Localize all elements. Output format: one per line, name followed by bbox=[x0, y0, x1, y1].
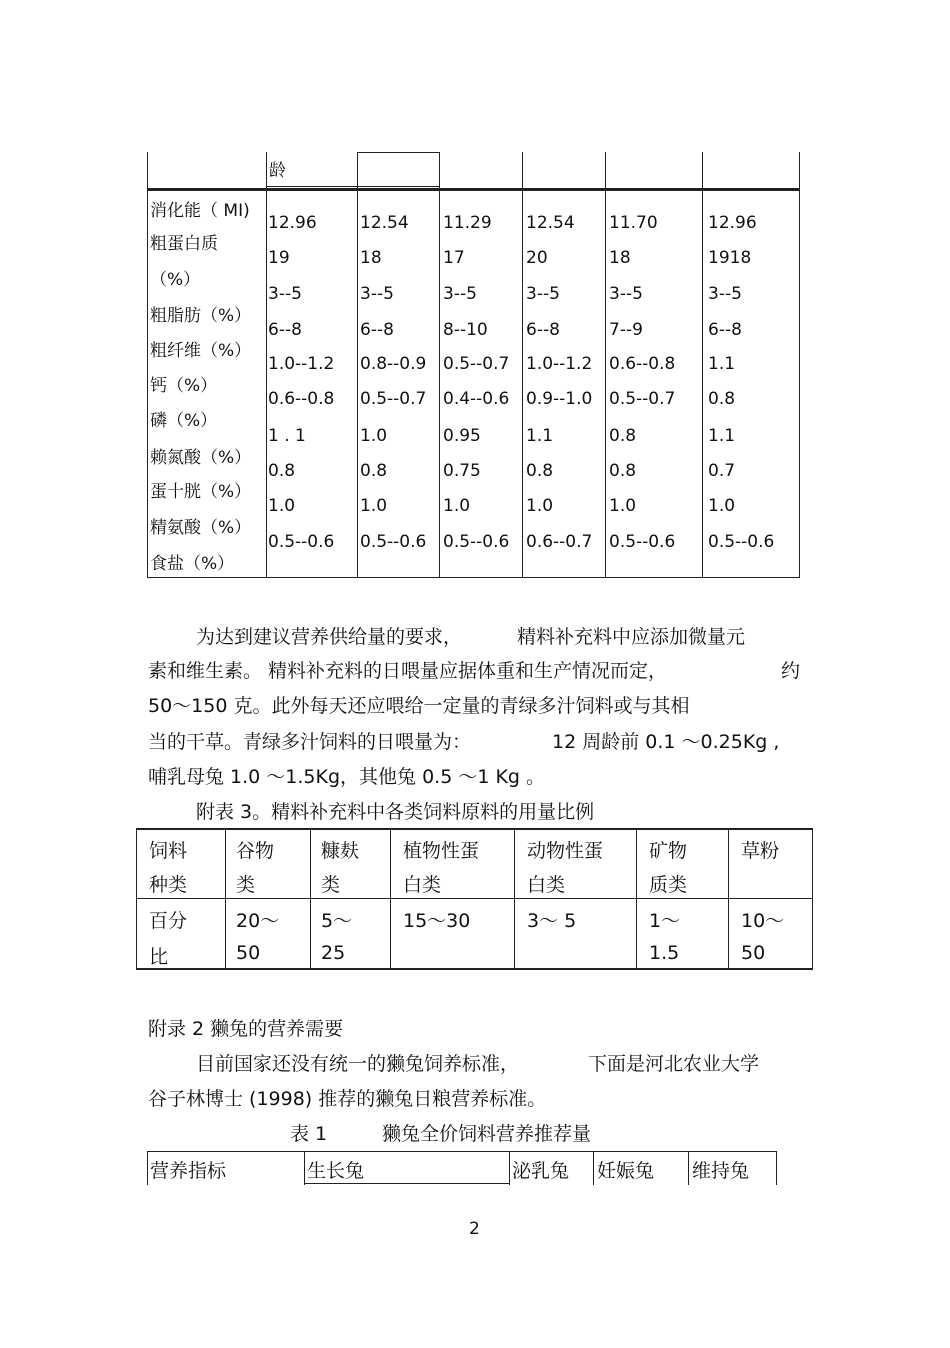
table1-header: 生长兔 bbox=[307, 1160, 365, 1182]
table3-cell: 25 bbox=[321, 942, 346, 964]
text-line: 精料补充料中应添加微量元 bbox=[517, 626, 746, 648]
table3-header: 白类 bbox=[527, 874, 566, 896]
appendix-title: 附录 2 獭兔的营养需要 bbox=[148, 1018, 344, 1040]
age-header-cell: 龄 bbox=[269, 161, 286, 181]
row-label: 磷（%） bbox=[150, 411, 218, 431]
table-cell: 0.5--0.6 bbox=[443, 532, 510, 552]
table-cell: 12.54 bbox=[526, 213, 575, 233]
table-cell: 1.0 bbox=[360, 426, 388, 446]
row-label: 钙（%） bbox=[150, 376, 218, 396]
table3-cell: 50 bbox=[236, 942, 261, 964]
row-label: 粗脂肪（%） bbox=[150, 306, 252, 326]
table-cell: 1.0 bbox=[708, 496, 736, 516]
row-label: （%） bbox=[150, 270, 201, 290]
table-cell: 3--5 bbox=[268, 284, 302, 304]
table-cell: 3--5 bbox=[526, 284, 560, 304]
table3-header: 矿物 bbox=[649, 840, 688, 862]
table-cell: 0.5--0.7 bbox=[443, 354, 510, 374]
text-line: 目前国家还没有统一的獭兔饲养标准， bbox=[196, 1053, 520, 1075]
table-cell: 6--8 bbox=[360, 320, 394, 340]
table-cell: 1.0--1.2 bbox=[268, 354, 335, 374]
table-cell: 3--5 bbox=[609, 284, 643, 304]
table-cell: 1.1 bbox=[526, 426, 554, 446]
row-label: 赖氮酸（%） bbox=[150, 448, 252, 468]
row-label: 粗纤维（%） bbox=[150, 341, 252, 361]
table3-header: 植物性蛋 bbox=[403, 840, 480, 862]
table1-header: 维持兔 bbox=[692, 1160, 750, 1182]
table-cell: 12.96 bbox=[268, 213, 317, 233]
text-line: 谷子林博士 (1998) 推荐的獭兔日粮营养标准。 bbox=[148, 1088, 547, 1110]
table-cell: 7--9 bbox=[609, 320, 643, 340]
table-cell: 0.5--0.7 bbox=[360, 389, 427, 409]
row-label: 食盐（%） bbox=[150, 554, 235, 574]
table3-header: 类 bbox=[321, 874, 341, 896]
table-cell: 1.0 bbox=[360, 496, 388, 516]
table-cell: 0.9--1.0 bbox=[526, 389, 593, 409]
table-cell: 0.5--0.6 bbox=[360, 532, 427, 552]
table-cell: 0.8 bbox=[609, 426, 637, 446]
table-cell: 6--8 bbox=[268, 320, 302, 340]
page-number: 2 bbox=[469, 1219, 480, 1239]
table-cell: 1.0 bbox=[609, 496, 637, 516]
table3-caption: 附表 3。精料补充料中各类饲料原料的用量比例 bbox=[196, 801, 595, 823]
table-cell: 1.1 bbox=[708, 354, 736, 374]
table-cell: 11.70 bbox=[609, 213, 658, 233]
table-cell: 11.29 bbox=[443, 213, 492, 233]
table3-cell: 10～ bbox=[741, 910, 785, 932]
table3-header: 种类 bbox=[149, 874, 188, 896]
table-cell: 18 bbox=[360, 248, 382, 268]
table3-header: 质类 bbox=[649, 874, 688, 896]
table-cell: 0.6--0.8 bbox=[609, 354, 676, 374]
table3-cell: 比 bbox=[149, 946, 169, 968]
text-line: 为达到建议营养供给量的要求， bbox=[196, 626, 463, 648]
table-cell: 3--5 bbox=[708, 284, 742, 304]
text-line: 50～150 克。此外每天还应喂给一定量的青绿多汁饲料或与其相 bbox=[148, 695, 690, 717]
table3-header: 白类 bbox=[403, 874, 442, 896]
table-cell: 0.5--0.6 bbox=[609, 532, 676, 552]
table-cell: 0.8 bbox=[609, 461, 637, 481]
row-label: 精氨酸（%） bbox=[150, 518, 252, 538]
table-cell: 1918 bbox=[708, 248, 752, 268]
row-label: 粗蛋白质 bbox=[150, 234, 218, 254]
table-cell: 1.0 bbox=[526, 496, 554, 516]
table-cell: 0.8--0.9 bbox=[360, 354, 427, 374]
text-line: 约 bbox=[781, 660, 801, 682]
table-cell: 0.6--0.8 bbox=[268, 389, 335, 409]
table-cell: 1.0 bbox=[268, 496, 296, 516]
table1-header: 妊娠兔 bbox=[597, 1160, 655, 1182]
text-line: 素和维生素。 精料补充料的日喂量应据体重和生产情况而定， bbox=[148, 660, 668, 682]
table-cell: 0.8 bbox=[268, 461, 296, 481]
table3-cell: 50 bbox=[741, 942, 766, 964]
table3-header: 饲料 bbox=[149, 840, 188, 862]
table-cell: 8--10 bbox=[443, 320, 488, 340]
table-cell: 0.95 bbox=[443, 426, 481, 446]
table3-cell: 15～30 bbox=[403, 910, 471, 932]
table3-header: 草粉 bbox=[741, 840, 780, 862]
table-cell: 0.5--0.6 bbox=[708, 532, 775, 552]
text-line: 哺乳母兔 1.0 ～1.5Kg，其他兔 0.5 ～1 Kg 。 bbox=[148, 766, 546, 788]
table-cell: 1.1 bbox=[708, 426, 736, 446]
table-cell: 0.7 bbox=[708, 461, 736, 481]
table-cell: 18 bbox=[609, 248, 631, 268]
table-cell: 12.96 bbox=[708, 213, 757, 233]
table-cell: 0.5--0.6 bbox=[268, 532, 335, 552]
table-cell: 6--8 bbox=[708, 320, 742, 340]
text-line: 12 周龄前 0.1 ～0.25Kg , bbox=[552, 731, 780, 753]
table-cell: 17 bbox=[443, 248, 465, 268]
text-line: 下面是河北农业大学 bbox=[588, 1053, 760, 1075]
table-cell: 0.4--0.6 bbox=[443, 389, 510, 409]
table-cell: 6--8 bbox=[526, 320, 560, 340]
table-cell: 3--5 bbox=[443, 284, 477, 304]
table-cell: 1 . 1 bbox=[268, 426, 306, 446]
table-cell: 0.8 bbox=[526, 461, 554, 481]
table3-cell: 5～ bbox=[321, 910, 353, 932]
table-cell: 1.0 bbox=[443, 496, 471, 516]
table-cell: 19 bbox=[268, 248, 290, 268]
row-label: 消化能（ MI) bbox=[150, 201, 250, 221]
table-cell: 1.0--1.2 bbox=[526, 354, 593, 374]
table3-header: 谷物 bbox=[236, 840, 275, 862]
table-cell: 0.8 bbox=[360, 461, 388, 481]
table3-cell: 1～ bbox=[649, 910, 681, 932]
table-cell: 12.54 bbox=[360, 213, 409, 233]
table-cell: 0.5--0.7 bbox=[609, 389, 676, 409]
table-cell: 20 bbox=[526, 248, 548, 268]
row-label: 蛋十胱（%） bbox=[150, 482, 252, 502]
table1-caption: 獭兔全价饲料营养推荐量 bbox=[382, 1123, 592, 1145]
text-line: 当的干草。青绿多汁饲料的日喂量为： bbox=[148, 731, 472, 753]
table3-cell: 1.5 bbox=[649, 942, 680, 964]
table3-header: 动物性蛋 bbox=[527, 840, 604, 862]
table1-header: 营养指标 bbox=[150, 1160, 227, 1182]
table-cell: 0.75 bbox=[443, 461, 481, 481]
table3-cell: 百分 bbox=[149, 910, 188, 932]
table3-cell: 20～ bbox=[236, 910, 280, 932]
table1-header: 泌乳兔 bbox=[512, 1160, 570, 1182]
table-cell: 0.8 bbox=[708, 389, 736, 409]
table-cell: 0.6--0.7 bbox=[526, 532, 593, 552]
table3-cell: 3～ 5 bbox=[527, 910, 577, 932]
table3-header: 糠麸 bbox=[321, 840, 360, 862]
table-cell: 3--5 bbox=[360, 284, 394, 304]
table3-header: 类 bbox=[236, 874, 256, 896]
table1-caption-number: 表 1 bbox=[290, 1123, 328, 1145]
